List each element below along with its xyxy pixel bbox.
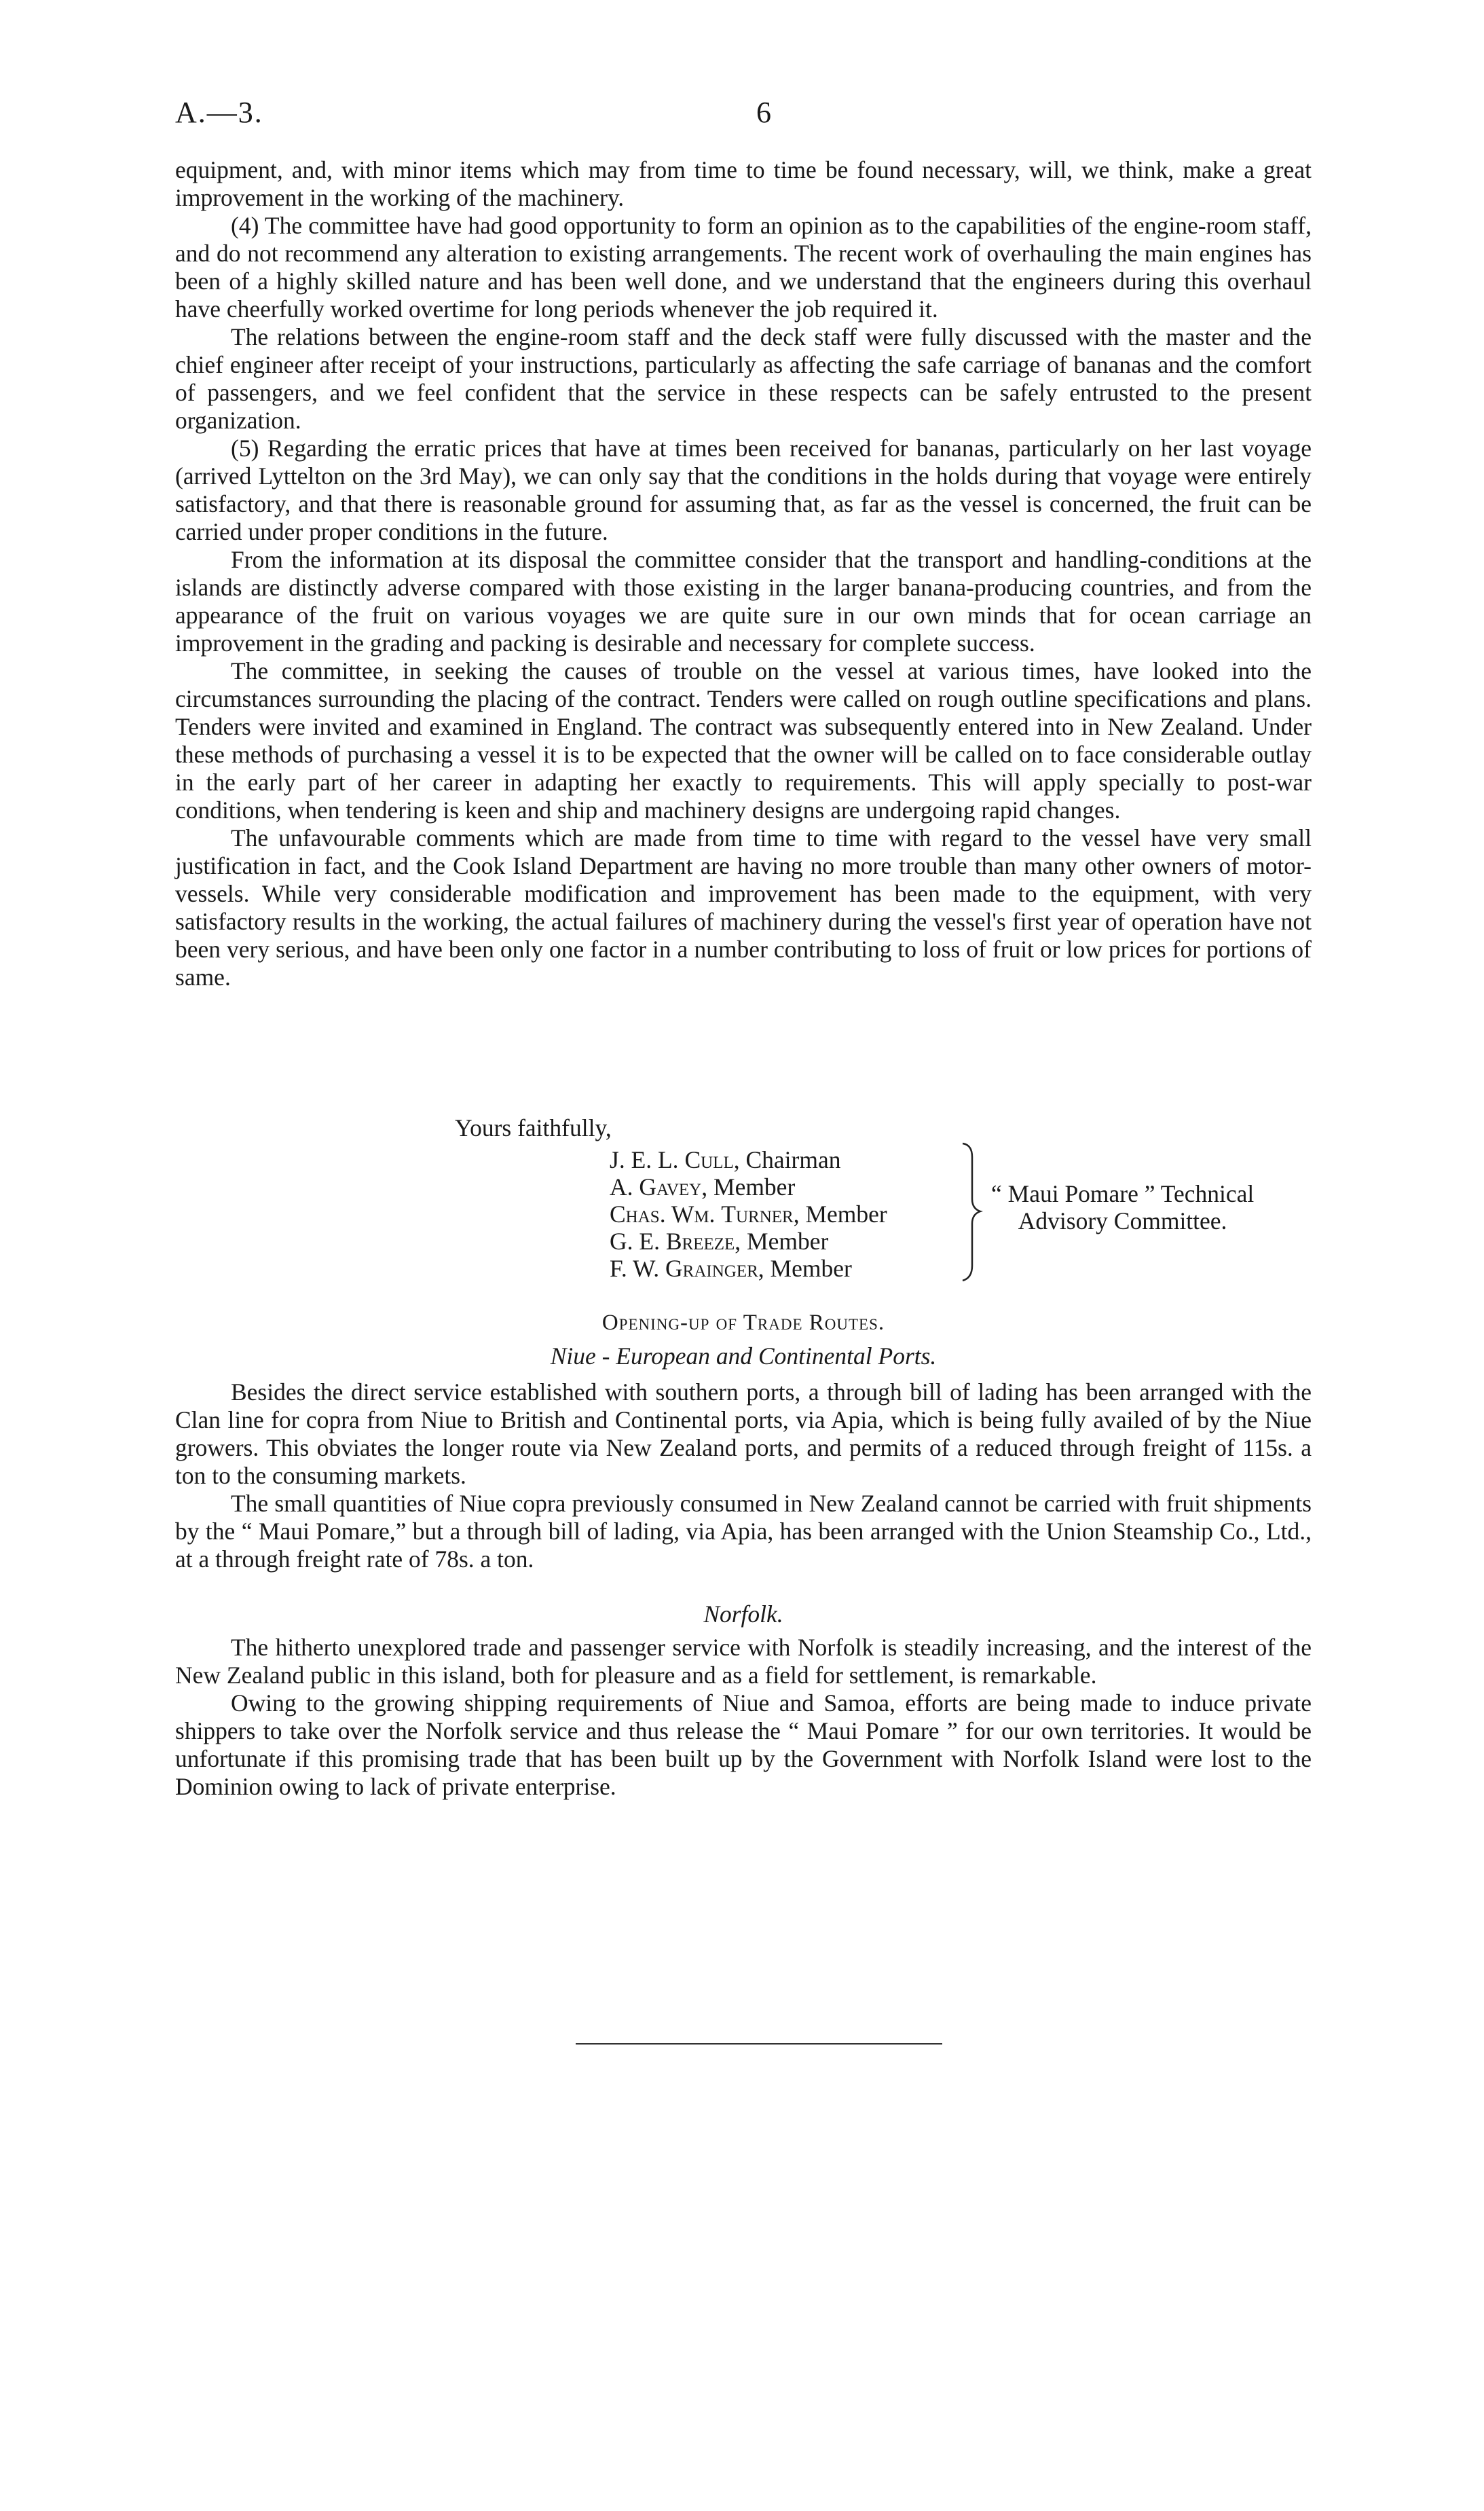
committee-line: Advisory Committee.	[1018, 1207, 1227, 1234]
signatory	[610, 1255, 887, 1282]
closing: Yours faithfully,	[455, 1114, 612, 1141]
paragraph: Besides the direct service established with southern ports, a through bill of lading has been arranged with the Clan line for copra from Niue to British and Continental ports, via Apia, which is being fully availed of by the Niue growers. This obviates the longer route via New Zealand ports, and permits of a reduced through freight of 115s. a ton to the consuming markets.	[175, 1378, 1312, 1489]
paragraph: (5) Regarding the erratic prices that have at times been received for bananas, particularly on her last voyage (arrived Lyttelton on the 3rd May), we can only say that the conditions in the holds during that voyage were entirely satisfactory, and that there is reasonable ground for assuming that, as far as the vessel is concerned, the fruit can be carried under proper conditions in the future.	[175, 435, 1312, 545]
signatory-initials: A.	[610, 1173, 633, 1200]
paragraph: Owing to the growing shipping requirements of Niue and Samoa, efforts are being made to induce private shippers to take over the Norfolk service and thus release the “ Maui Pomare ” for our own territories. It would be unfortunate if this promising trade that has been built up by the Government with Norfolk Island were lost to the Dominion owing to lack of private enterprise.	[175, 1689, 1312, 1800]
section-heading: Opening-up of Trade Routes.	[601, 1311, 885, 1335]
paragraph: The hitherto unexplored trade and passenger service with Norfolk is steadily increasing, and the interest of the New Zealand public in this island, both for pleasure and as a field for settlement, is remarkable.	[175, 1634, 1312, 1689]
signatory-surname: Cull	[684, 1146, 734, 1173]
signatory-surname: Grainger	[665, 1255, 758, 1282]
signatory-brace-icon	[957, 1141, 984, 1283]
paragraph: equipment, and, with minor items which may from time to time be found necessary, will, we think, make a great improvement in the working of the machinery.	[175, 156, 1312, 211]
end-rule	[576, 2043, 942, 2045]
signatory	[610, 1173, 887, 1200]
section-body	[175, 1634, 1312, 1801]
section-body	[175, 1378, 1312, 1573]
paragraph: The unfavourable comments which are made from time to time with regard to the vessel have very small justification in fact, and the Cook Island Department are having no more trouble than many other owners of motor-vessels. While very considerable modification and improvement has been made to the equipment, with very satisfactory results in the working, the actual failures of machinery during the vessel's first year of operation have not been very serious, and have been only one factor in a number contributing to loss of fruit or low prices for portions of same.	[175, 824, 1312, 991]
signatory-surname: Breeze	[665, 1228, 735, 1255]
signatory-role: , Chairman	[733, 1146, 841, 1173]
signatory-initials: Chas. Wm.	[610, 1200, 716, 1228]
paragraph: The committee, in seeking the causes of trouble on the vessel at various times, have looked into the circumstances surrounding the placing of the contract. Tenders were called on rough outline specifications and plans. Tenders were invited and examined in England. The contract was subsequently entered into in New Zealand. Under these methods of purchasing a vessel it is to be expected that the owner will be called on to face considerable outlay in the early part of her career in adapting her exactly to requirements. This will apply specially to post-war conditions, when tendering is keen and ship and machinery designs are undergoing rapid changes.	[175, 657, 1312, 824]
signatory-list	[610, 1146, 887, 1282]
signatory	[610, 1146, 887, 1173]
signatory-initials: G. E.	[610, 1228, 660, 1255]
signatory-surname: Gavey	[639, 1173, 702, 1200]
signatory-initials: J. E. L.	[610, 1146, 679, 1173]
section-subheading: Niue - European and Continental Ports.	[550, 1342, 937, 1370]
signatory	[610, 1228, 887, 1255]
paragraph: The small quantities of Niue copra previously consumed in New Zealand cannot be carried with fruit shipments by the “ Maui Pomare,” but a through bill of lading, via Apia, has been arranged with the Union Steamship Co., Ltd., at a through freight rate of 78s. a ton.	[175, 1490, 1312, 1573]
section-subheading: Norfolk.	[703, 1600, 783, 1628]
committee-line: “ Maui Pomare ” Technical	[991, 1180, 1255, 1207]
page-header	[175, 95, 1309, 136]
committee-name	[991, 1180, 1254, 1234]
signatory-role: , Member	[701, 1173, 796, 1200]
signatory-role: , Member	[793, 1200, 887, 1228]
paragraph: From the information at its disposal the committee consider that the transport and handling-conditions at the islands are distinctly adverse compared with those existing in the larger banana-producing countries, and from the appearance of the fruit on various voyages we are quite sure in our own minds that for ocean carriage an improvement in the grading and packing is desirable and necessary for complete success.	[175, 546, 1312, 657]
page-reference: A.—3.	[175, 96, 263, 129]
signatory-initials: F. W.	[610, 1255, 660, 1282]
signatory	[610, 1200, 887, 1228]
signatory-role: , Member	[735, 1228, 829, 1255]
signatory-surname: Turner	[721, 1200, 794, 1228]
letter-body	[175, 156, 1312, 991]
paragraph: The relations between the engine-room staff and the deck staff were fully discussed with the master and the chief engineer after receipt of your instructions, particularly as affecting the safe carriage of bananas and the comfort of passengers, and we feel confident that the service in these respects can be safely entrusted to the present organization.	[175, 323, 1312, 434]
signatory-role: , Member	[758, 1255, 852, 1282]
page-number: 6	[756, 96, 771, 129]
paragraph: (4) The committee have had good opportunity to form an opinion as to the capabilities of the engine-room staff, and do not recommend any alteration to existing arrangements. The recent work of overhauling the main engines has been of a highly skilled nature and has been well done, and we understand that the engineers during this overhaul have cheerfully worked overtime for long periods whenever the job required it.	[175, 212, 1312, 323]
